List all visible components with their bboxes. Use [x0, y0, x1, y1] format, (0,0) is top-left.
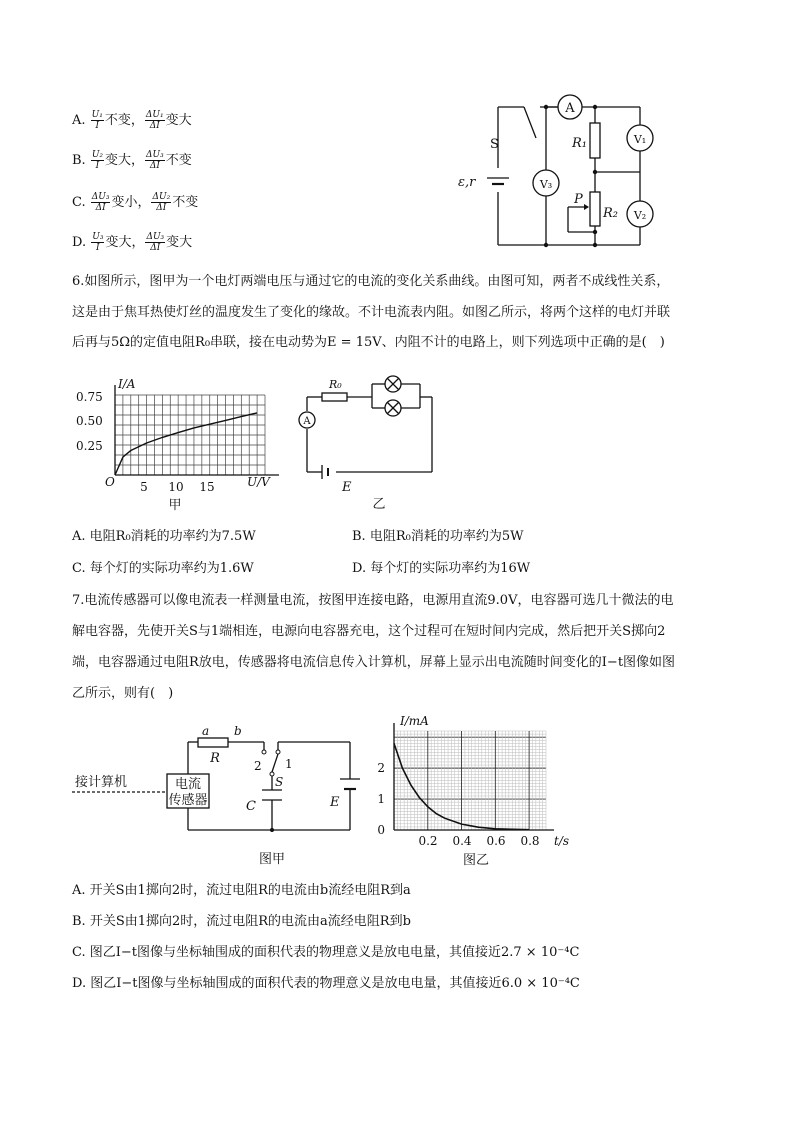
q7-line-3: 端，电容器通过电阻R放电，传感器将电流信息传入计算机，屏幕上显示出电流随时间变化的I−t图像如图 [72, 655, 676, 670]
x-tick: 0.4 [452, 834, 472, 848]
q7-line-2: 解电容器，先使开关S与1端相连，电源向电容器充电，这个过程可在短时间内完成，然后把开关S掷向2 [72, 624, 666, 639]
y-tick: 0.75 [76, 390, 103, 404]
source-label: E [342, 480, 352, 495]
v2-label: V₂ [633, 209, 647, 222]
fraction: $\frac{\text{U₃}}{I}$ [92, 232, 104, 253]
fraction: $\frac{\text{ΔU₃}}{\Delta I}$ [91, 192, 110, 213]
circuit-caption: 乙 [372, 497, 386, 512]
y-tick: 2 [377, 761, 385, 775]
q6-option-c: C. 每个灯的实际功率约为1.6W [72, 561, 254, 576]
graph-origin: O [105, 475, 115, 489]
graph-xlabel: U/V [247, 475, 270, 489]
graph-xlabel: t/s [554, 834, 570, 848]
graph-ylabel: I/A [118, 377, 136, 391]
v3-label: V₃ [539, 178, 553, 191]
q7-option-d: D. 图乙I−t图像与坐标轴围成的面积代表的物理意义是放电电量，其值接近6.0 × 10⁻⁴C [72, 976, 580, 991]
q7-line-1: 7.电流传感器可以像电流表一样测量电流，按图甲连接电路，电源用直流9.0V，电容器可选几十微法的电 [72, 593, 674, 608]
node-a-label: a [202, 724, 210, 738]
q7-option-b: B. 开关S由1掷向2时，流过电阻R的电流由a流经电阻R到b [72, 914, 411, 929]
capacitor-label: C [246, 799, 256, 814]
source-label: ε,r [458, 175, 476, 190]
resistor-label: R [210, 751, 220, 766]
y-tick: 1 [377, 792, 385, 806]
graph-caption: 甲 [168, 498, 182, 513]
y-tick: 0 [377, 823, 385, 837]
circuit-caption: 图甲 [258, 852, 286, 867]
q7-circuit-diagram [72, 720, 372, 870]
fraction: $\frac{\text{U₁}}{I}$ [91, 110, 103, 131]
fraction: $\frac{\text{ΔU₂}}{\Delta I}$ [152, 192, 171, 213]
switch-label: S [275, 775, 284, 789]
sensor-label-2: 传感器 [168, 793, 208, 808]
q6-circuit-diagram [292, 372, 442, 512]
x-tick: 0.2 [418, 834, 438, 848]
q6-option-d: D. 每个灯的实际功率约为16W [352, 561, 531, 576]
q6-option-b: B. 电阻R₀消耗的功率约为5W [352, 529, 524, 544]
q7-line-4: 乙所示，则有( ) [72, 686, 174, 701]
q6-option-a: A. 电阻R₀消耗的功率约为7.5W [72, 529, 256, 544]
q6-line-2: 这是由于焦耳热使灯丝的温度发生了变化的缘故。不计电流表内阻。如图乙所示，将两个这样的电灯并联 [72, 305, 671, 320]
q6-iv-graph [72, 375, 292, 515]
q5-option-c: C. $\frac{\text{ΔU₃}}{\Delta I}$ 变小， $\frac{\text{ΔU₂}}{\Delta I}$ 不变 [72, 192, 199, 213]
r2-label: R₂ [603, 206, 618, 221]
node-b-label: b [234, 724, 242, 738]
graph-caption: 图乙 [462, 853, 490, 868]
x-tick: 5 [140, 480, 148, 494]
r0-label: R₀ [329, 378, 342, 391]
q5-circuit-diagram [450, 92, 690, 252]
ammeter-label: A [303, 416, 311, 427]
y-tick: 0.25 [76, 439, 103, 453]
source-label: E [330, 795, 340, 810]
x-tick: 15 [199, 480, 215, 494]
q6-line-3: 后再与5Ω的定值电阻R₀串联，接在电动势为E = 15V、内阻不计的电路上，则下列选项中正确的是( ) [72, 335, 665, 350]
x-tick: 0.6 [486, 834, 506, 848]
terminal-2-label: 2 [254, 759, 262, 773]
y-tick: 0.50 [76, 414, 103, 428]
switch-label: S [490, 137, 499, 152]
fraction: $\frac{\text{ΔU₁}}{\Delta I}$ [145, 110, 164, 131]
sensor-label-1: 电流 [174, 777, 202, 792]
fraction: $\frac{\text{U₂}}{I}$ [91, 150, 104, 171]
fraction: $\frac{\text{ΔU₃}}{\Delta I}$ [146, 150, 164, 171]
x-tick: 0.8 [520, 834, 540, 848]
q5-option-a: A. $\frac{\text{U₁}}{I}$ 不变， $\frac{\text{ΔU₁}}{\Delta I}$ 变大 [72, 110, 192, 131]
q5-option-b: B. $\frac{\text{U₂}}{I}$ 变大， $\frac{\text{ΔU₃}}{\Delta I}$ 不变 [72, 150, 192, 171]
q7-it-graph [372, 712, 582, 870]
fraction: $\frac{\text{ΔU₃}}{\Delta I}$ [146, 232, 165, 253]
slider-label: P [574, 192, 583, 207]
graph-ylabel: I/mA [400, 714, 429, 728]
ammeter-label: A [565, 101, 575, 116]
r1-label: R₁ [572, 136, 587, 151]
q5-option-d: D. $\frac{\text{U₃}}{I}$ 变大， $\frac{\text{ΔU₃}}{\Delta I}$ 变大 [72, 232, 193, 253]
v1-label: V₁ [633, 133, 647, 146]
q7-option-c: C. 图乙I−t图像与坐标轴围成的面积代表的物理意义是放电电量，其值接近2.7 × 10⁻⁴C [72, 945, 580, 960]
q6-line-1: 6.如图所示，图甲为一个电灯两端电压与通过它的电流的变化关系曲线。由图可知，两者不成线性关系， [72, 274, 670, 289]
computer-label: 接计算机 [75, 775, 128, 790]
q7-option-a: A. 开关S由1掷向2时，流过电阻R的电流由b流经电阻R到a [72, 883, 411, 898]
x-tick: 10 [168, 480, 184, 494]
terminal-1-label: 1 [285, 757, 293, 771]
